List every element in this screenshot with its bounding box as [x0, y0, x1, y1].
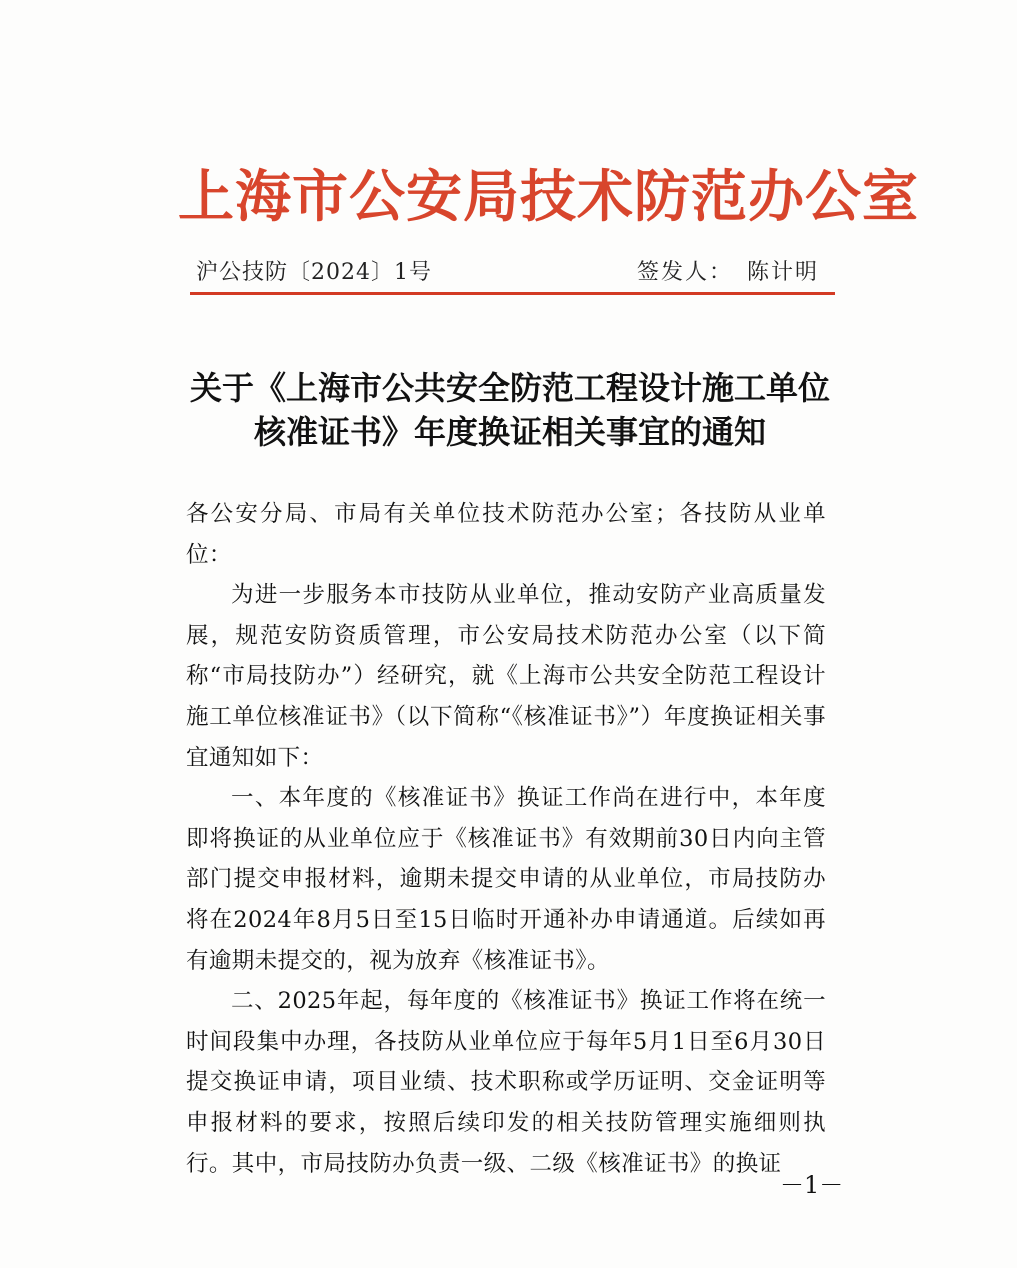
paragraph-item-2: 二、2025年起，每年度的《核准证书》换证工作将在统一时间段集中办理，各技防从业单位应于每年5月1日至6月30日提交换证申请，项目业绩、技术职称或学历证明、交金证明等申报材料的要求，按照后续印发的相关技防管理实施细则执行。其中，市局技防办负责一级、二级《核准证书》的换证	[186, 988, 826, 1177]
document-title-line-2: 核准证书》年度换证相关事宜的通知	[253, 413, 766, 451]
document-body	[186, 494, 826, 1184]
document-title	[170, 366, 850, 454]
red-separator-line	[190, 292, 835, 295]
signer-block	[637, 255, 819, 286]
page-number: －1－	[780, 1171, 844, 1199]
paragraph-intro: 为进一步服务本市技防从业单位，推动安防产业高质量发展，规范安防资质管理，市公安局技术防范办公室（以下简称“市局技防办”）经研究，就《上海市公共安全防范工程设计施工单位核准证书》（以下简称“《核准证书》”）年度换证相关事宜通知如下：	[186, 582, 826, 771]
issuing-organization-header: 上海市公安局技术防范办公室	[178, 164, 919, 230]
document-number: 沪公技防〔2024〕1号	[196, 260, 432, 285]
signer-label: 签发人：	[637, 260, 734, 285]
salutation: 各公安分局、市局有关单位技术防范办公室；各技防从业单位：	[186, 501, 826, 568]
document-title-line-1: 关于《上海市公共安全防范工程设计施工单位	[189, 369, 830, 407]
signer-name: 陈计明	[747, 260, 820, 285]
paragraph-item-1: 一、本年度的《核准证书》换证工作尚在进行中，本年度即将换证的从业单位应于《核准证书》有效期前30日内向主管部门提交申报材料，逾期未提交申请的从业单位，市局技防办将在2024年8月5日至15日临时开通补办申请通道。后续如再有逾期未提交的，视为放弃《核准证书》。	[186, 785, 826, 974]
